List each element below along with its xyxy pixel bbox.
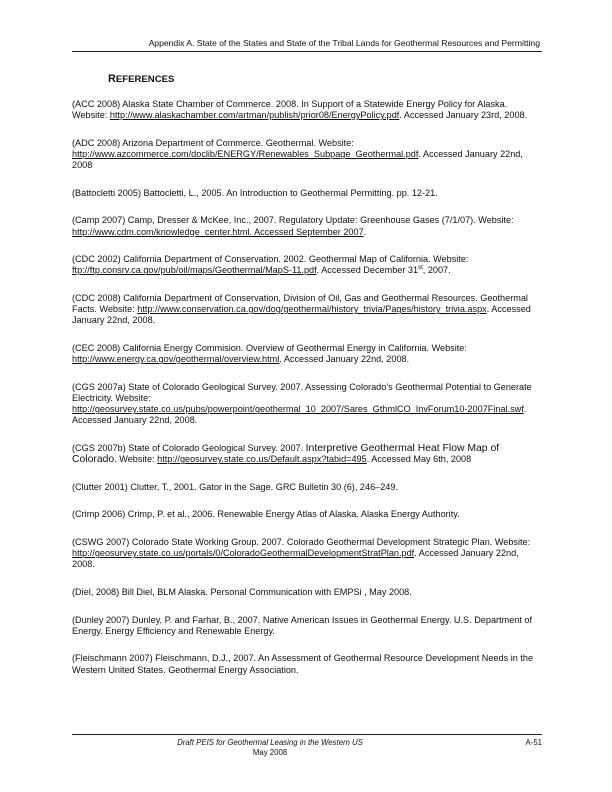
reference-link[interactable]: http://www.alaskachamber.com/artman/publish/prior08/EnergyPolicy.pdf xyxy=(109,110,400,121)
reference-fleischmann-2007 xyxy=(72,653,542,675)
reference-text: (ADC 2008) Arizona Department of Commerce. Geothermal. Website: xyxy=(72,137,354,148)
reference-camp-2007 xyxy=(72,215,542,237)
reference-text: (Battocletti 2005) Battocletti, L., 2005. An Introduction to Geothermal Permitting. pp. 12-21. xyxy=(72,187,438,198)
reference-text: (Camp 2007) Camp, Dresser & McKee, Inc., 2007. Regulatory Update: Greenhouse Gases (7/1/07). Website: xyxy=(72,215,514,226)
reference-crimp-2006 xyxy=(72,509,542,520)
reference-text: (CDC 2002) California Department of Conservation. 2002. Geothermal Map of California. Website: xyxy=(72,254,469,265)
reference-cgs-2007b xyxy=(72,443,542,465)
reference-text: (CSWG 2007) Colorado State Working Group. 2007. Colorado Geothermal Development Strategic Plan. Website: xyxy=(72,536,531,547)
reference-text: . Accessed December 31 xyxy=(316,265,419,276)
section-title xyxy=(108,73,174,85)
reference-link[interactable]: ftp://ftp.consrv.ca.gov/pub/oil/maps/Geothermal/MapS-11.pdf xyxy=(72,265,317,276)
reference-text: (CDC 2008) California Department of Conservation, Division of Oil, Gas and Geothermal Resources. Geothermal Facts. Website: xyxy=(72,292,528,315)
reference-text: . Accessed January 22nd, 2008. xyxy=(279,354,410,365)
reference-text: (CEC 2008) California Energy Commision. Overview of Geothermal Energy in California. Website: xyxy=(72,342,467,353)
reference-text: (Fleischmann 2007) Fleischmann, D.J., 2007. An Assessment of Geothermal Resource Development Needs in the Western United States. Geothermal Energy Association. xyxy=(72,653,534,675)
reference-text: , 2007. xyxy=(422,265,451,276)
reference-link[interactable]: http://www.cdm.com/knowledge_center.html. Accessed September 2007 xyxy=(72,226,364,237)
reference-list xyxy=(72,99,542,692)
reference-text: . xyxy=(363,226,367,237)
reference-link[interactable]: http://www.conservation.ca.gov/dog/geothermal/history_trivia/Pages/history_trivia.aspx xyxy=(137,304,487,315)
reference-battocletti-2005 xyxy=(72,188,542,199)
reference-text: (CGS 2007a) State of Colorado Geological Survey. 2007. Assessing Colorado’s Geothermal Potential to Generate Electricity. Website: xyxy=(72,381,532,403)
ordinal-suffix: st xyxy=(418,265,423,272)
reference-cdc-2002 xyxy=(72,254,542,276)
reference-text: (CGS 2007b) State of Colorado Geological Survey. 2007. xyxy=(72,442,306,453)
page-number: A-51 xyxy=(525,738,542,747)
header-rule xyxy=(72,51,542,52)
reference-text: . Accessed January 22nd, 2008. xyxy=(72,548,519,570)
reference-adc-2008 xyxy=(72,138,542,172)
reference-acc-2008 xyxy=(72,99,542,121)
footer-document-title: Draft PEIS for Geothermal Leasing in the Western US xyxy=(177,738,363,747)
reference-cec-2008 xyxy=(72,343,542,365)
reference-text: (Diel, 2008) Bill Diel, BLM Alaska. Personal Communication with EMPSi , May 2008. xyxy=(72,586,412,597)
section-title-initial: R xyxy=(108,73,116,85)
reference-text: (Dunley 2007) Dunley, P. and Farhar, B., 2007. Native American Issues in Geothermal Energy. U.S. Department of Energy. Energy Efficiency and Renewable Energy. xyxy=(72,614,533,636)
reference-link[interactable]: http://geosurvey.state.co.us/portals/0/ColoradoGeothermalDevelopmentStratPlan.pdf xyxy=(72,548,415,559)
reference-link[interactable]: http://geosurvey.state.co.us/Default.aspx?tabid=495 xyxy=(157,454,367,465)
reference-link[interactable]: http://www.energy.ca.gov/geothermal/overview.html xyxy=(72,354,280,365)
reference-link[interactable]: http://www.azcommerce.com/doclib/ENERGY/Renewables_Subpage_Geothermal.pdf xyxy=(72,149,419,159)
footer-date: May 2008 xyxy=(252,748,288,757)
reference-text: . Website: xyxy=(114,454,158,465)
reference-text: (ACC 2008) Alaska State Chamber of Commerce. 2008. In Support of a Statewide Energy Policy for Alaska. Website: xyxy=(72,99,508,121)
section-title-rest: EFERENCES xyxy=(115,74,175,85)
reference-text: (Clutter 2001) Clutter, T., 2001. Gator in the Sage. GRC Bulletin 30 (6), 246–249. xyxy=(72,481,398,492)
footer-rule xyxy=(72,734,542,735)
reference-diel-2008 xyxy=(72,587,542,598)
reference-map-title: Interpretive Geothermal Heat Flow Map of Colorado xyxy=(72,442,500,466)
reference-text: . Accessed January 22nd, 2008. xyxy=(72,304,531,326)
reference-link[interactable]: http://geosurvey.state.co.us/pubs/powerpoint/geothermal_10_2007/Sares_GthmlCO_InvForum10-2007Final.swf xyxy=(72,404,524,415)
running-header: Appendix A. State of the States and State of the Tribal Lands for Geothermal Resources and Permitting xyxy=(148,38,540,48)
reference-text: (Crimp 2006) Crimp, P. et al., 2006. Renewable Energy Atlas of Alaska. Alaska Energy Authority. xyxy=(72,509,460,520)
reference-text: . Accessed January 23rd, 2008. xyxy=(399,110,528,121)
reference-cdc-2008 xyxy=(72,293,542,327)
reference-clutter-2001 xyxy=(72,482,542,493)
reference-cswg-2007 xyxy=(72,537,542,571)
reference-text: . Accessed January 22nd, 2008. xyxy=(72,404,527,426)
reference-dunley-2007 xyxy=(72,615,542,637)
reference-text: . Accessed January 22nd, 2008 xyxy=(72,149,523,171)
reference-cgs-2007a xyxy=(72,382,542,427)
reference-text: . Accessed May 6th, 2008 xyxy=(366,454,472,465)
